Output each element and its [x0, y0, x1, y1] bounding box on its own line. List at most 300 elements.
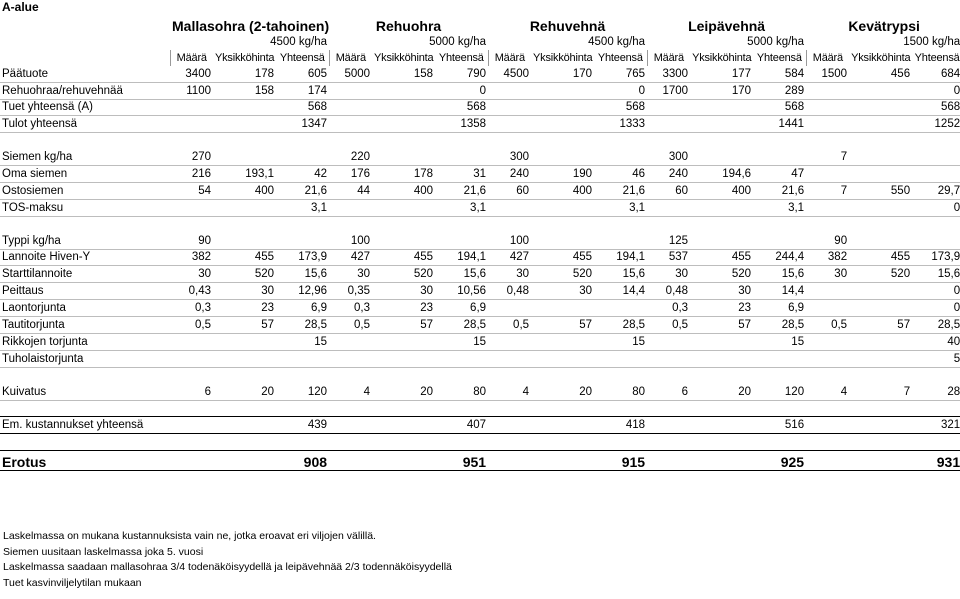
value-cell: 427 [488, 249, 531, 266]
value-cell: 605 [276, 66, 329, 82]
row-label: Tulot yhteensä [0, 116, 170, 133]
value-cell: 584 [753, 66, 806, 82]
value-cell [849, 233, 912, 249]
value-cell [372, 417, 435, 434]
row-label: Ostosiemen [0, 183, 170, 200]
value-cell [912, 166, 960, 183]
value-cell: 550 [849, 183, 912, 200]
crop-yield: 4500 kg/ha [588, 35, 646, 48]
value-cell [912, 149, 960, 165]
value-cell: 90 [170, 233, 213, 249]
value-cell: 0,43 [170, 283, 213, 300]
value-cell: 57 [372, 317, 435, 334]
value-cell: 30 [806, 266, 849, 283]
value-cell [690, 149, 753, 165]
value-cell: 178 [213, 66, 276, 82]
crop-header-row [0, 14, 960, 34]
value-cell: 0 [912, 300, 960, 317]
value-cell: 456 [849, 66, 912, 82]
value-cell [647, 350, 690, 367]
spacer-row [0, 367, 960, 383]
crop-name: Mallasohra (2-tahoinen) [172, 18, 330, 34]
value-cell [329, 417, 372, 434]
value-cell: 20 [213, 384, 276, 400]
value-cell: 30 [170, 266, 213, 283]
value-cell: 173,9 [276, 249, 329, 266]
value-cell [488, 350, 531, 367]
value-cell: 14,4 [753, 283, 806, 300]
value-cell: 15,6 [276, 266, 329, 283]
value-cell: 23 [213, 300, 276, 317]
value-cell [849, 451, 912, 471]
value-cell: 21,6 [276, 183, 329, 200]
value-cell: 6,9 [753, 300, 806, 317]
value-cell [849, 149, 912, 165]
corner-cell [0, 34, 170, 50]
value-cell: 23 [690, 300, 753, 317]
value-cell: 400 [372, 183, 435, 200]
value-cell [170, 417, 213, 434]
value-cell: 21,6 [435, 183, 488, 200]
value-cell [329, 82, 372, 99]
value-cell [806, 350, 849, 367]
value-cell: 240 [647, 166, 690, 183]
value-cell [276, 350, 329, 367]
value-cell: 418 [594, 417, 647, 434]
value-cell: 400 [213, 183, 276, 200]
value-cell: 15,6 [753, 266, 806, 283]
value-cell: 0,5 [806, 317, 849, 334]
value-cell: 455 [372, 249, 435, 266]
row-label: Erotus [0, 451, 170, 471]
table-row [0, 99, 960, 116]
value-cell [806, 199, 849, 216]
column-header: Määrä [329, 50, 372, 66]
value-cell: 5000 [329, 66, 372, 82]
value-cell: 520 [849, 266, 912, 283]
column-header: Yksikköhinta [692, 51, 752, 64]
value-cell: 407 [435, 417, 488, 434]
crop-yield: 4500 kg/ha [270, 35, 328, 48]
spacer-row [0, 400, 960, 417]
value-cell [488, 417, 531, 434]
erotus-row [0, 451, 960, 471]
value-cell: 29,7 [912, 183, 960, 200]
value-cell: 170 [531, 66, 594, 82]
value-cell: 42 [276, 166, 329, 183]
value-cell: 15 [594, 334, 647, 351]
value-cell [488, 334, 531, 351]
value-cell [594, 149, 647, 165]
value-cell: 15,6 [912, 266, 960, 283]
value-cell: 0,48 [647, 283, 690, 300]
value-cell [806, 82, 849, 99]
value-cell: 21,6 [594, 183, 647, 200]
value-cell [849, 99, 912, 116]
table-row [0, 334, 960, 351]
value-cell: 765 [594, 66, 647, 82]
value-cell: 100 [329, 233, 372, 249]
value-cell: 23 [372, 300, 435, 317]
value-cell: 120 [753, 384, 806, 400]
value-cell: 90 [806, 233, 849, 249]
value-cell [170, 350, 213, 367]
value-cell [849, 116, 912, 133]
crop-yield: 5000 kg/ha [747, 35, 805, 48]
value-cell: 0,3 [170, 300, 213, 317]
value-cell: 908 [276, 451, 329, 471]
value-cell: 173,9 [912, 249, 960, 266]
value-cell [170, 199, 213, 216]
value-cell [488, 82, 531, 99]
spacer-row [0, 434, 960, 451]
value-cell: 0 [912, 82, 960, 99]
table-row [0, 384, 960, 400]
value-cell: 790 [435, 66, 488, 82]
value-cell [213, 99, 276, 116]
row-label: Em. kustannukset yhteensä [0, 417, 170, 434]
value-cell [372, 350, 435, 367]
column-header: Määrä [488, 50, 531, 66]
value-cell: 1252 [912, 116, 960, 133]
value-cell [276, 233, 329, 249]
value-cell [372, 99, 435, 116]
value-cell: 300 [647, 149, 690, 165]
value-cell [806, 417, 849, 434]
row-label: Tautitorjunta [0, 317, 170, 334]
crop-name: Leipävehnä [688, 18, 766, 34]
value-cell [170, 99, 213, 116]
crop-name: Rehuohra [375, 18, 442, 34]
value-cell [213, 199, 276, 216]
value-cell [372, 116, 435, 133]
value-cell: 12,96 [276, 283, 329, 300]
value-cell: 240 [488, 166, 531, 183]
row-label: TOS-maksu [0, 199, 170, 216]
value-cell: 0,48 [488, 283, 531, 300]
crop-name: Rehuvehnä [529, 18, 606, 34]
value-cell [531, 199, 594, 216]
value-cell: 520 [372, 266, 435, 283]
value-cell [372, 149, 435, 165]
value-cell: 10,56 [435, 283, 488, 300]
table-row [0, 350, 960, 367]
value-cell: 0,5 [170, 317, 213, 334]
value-cell: 455 [849, 249, 912, 266]
value-cell [531, 334, 594, 351]
row-label: Tuholaistorjunta [0, 350, 170, 367]
value-cell: 0,3 [647, 300, 690, 317]
table-row [0, 249, 960, 266]
value-cell [531, 233, 594, 249]
value-cell: 30 [531, 283, 594, 300]
value-cell: 46 [594, 166, 647, 183]
value-cell [806, 116, 849, 133]
value-cell [690, 99, 753, 116]
column-header: Yhteensä [914, 51, 960, 64]
value-cell: 100 [488, 233, 531, 249]
value-cell [690, 451, 753, 471]
value-cell [372, 199, 435, 216]
value-cell: 439 [276, 417, 329, 434]
value-cell: 7 [806, 149, 849, 165]
row-label: Rehuohraa/rehuvehnää [0, 82, 170, 99]
table-row [0, 317, 960, 334]
value-cell [806, 166, 849, 183]
table-row [0, 66, 960, 82]
column-header: Yhteensä [438, 51, 484, 64]
value-cell: 47 [753, 166, 806, 183]
value-cell [488, 99, 531, 116]
row-label: Kuivatus [0, 384, 170, 400]
value-cell [753, 350, 806, 367]
value-cell: 0,35 [329, 283, 372, 300]
column-header: Määrä [647, 50, 690, 66]
table-row [0, 82, 960, 99]
value-cell: 15,6 [435, 266, 488, 283]
value-cell [213, 233, 276, 249]
value-cell [594, 350, 647, 367]
value-cell: 0,5 [488, 317, 531, 334]
value-cell: 3,1 [435, 199, 488, 216]
value-cell: 158 [213, 82, 276, 99]
crop-yield: 5000 kg/ha [429, 35, 487, 48]
value-cell: 216 [170, 166, 213, 183]
spacer-cell [0, 434, 960, 451]
value-cell: 3,1 [753, 199, 806, 216]
value-cell: 925 [753, 451, 806, 471]
value-cell: 30 [213, 283, 276, 300]
value-cell [806, 283, 849, 300]
value-cell [806, 300, 849, 317]
value-cell [435, 149, 488, 165]
value-cell: 30 [329, 266, 372, 283]
column-header: Yksikköhinta [533, 51, 593, 64]
value-cell [329, 451, 372, 471]
row-label: Päätuote [0, 66, 170, 82]
value-cell: 244,4 [753, 249, 806, 266]
value-cell [329, 334, 372, 351]
table-row [0, 199, 960, 216]
value-cell [531, 451, 594, 471]
value-cell: 7 [849, 384, 912, 400]
value-cell: 289 [753, 82, 806, 99]
value-cell: 951 [435, 451, 488, 471]
value-cell: 60 [488, 183, 531, 200]
value-cell [531, 116, 594, 133]
value-cell: 57 [849, 317, 912, 334]
value-cell [690, 350, 753, 367]
value-cell [647, 334, 690, 351]
value-cell [488, 300, 531, 317]
value-cell: 158 [372, 66, 435, 82]
value-cell [213, 149, 276, 165]
corner-cell [0, 14, 170, 34]
value-cell: 6,9 [435, 300, 488, 317]
value-cell: 915 [594, 451, 647, 471]
value-cell: 568 [912, 99, 960, 116]
value-cell: 0,5 [647, 317, 690, 334]
value-cell: 300 [488, 149, 531, 165]
value-cell [753, 233, 806, 249]
value-cell [690, 417, 753, 434]
value-cell [594, 300, 647, 317]
table-row [0, 283, 960, 300]
column-header: Määrä [806, 50, 849, 66]
value-cell [806, 99, 849, 116]
value-cell [690, 233, 753, 249]
value-cell: 6 [170, 384, 213, 400]
value-cell: 30 [372, 283, 435, 300]
row-label: Rikkojen torjunta [0, 334, 170, 351]
crop-yield: 1500 kg/ha [903, 35, 960, 48]
value-cell: 5 [912, 350, 960, 367]
spacer-row [0, 216, 960, 232]
value-cell: 125 [647, 233, 690, 249]
value-cell: 28,5 [912, 317, 960, 334]
value-cell: 1333 [594, 116, 647, 133]
value-cell [372, 233, 435, 249]
value-cell: 0 [912, 283, 960, 300]
spacer-cell [0, 400, 960, 417]
value-cell: 120 [276, 384, 329, 400]
value-cell: 568 [435, 99, 488, 116]
row-label: Oma siemen [0, 166, 170, 183]
value-cell: 28,5 [435, 317, 488, 334]
value-cell: 60 [647, 183, 690, 200]
value-cell [912, 233, 960, 249]
value-cell [372, 82, 435, 99]
value-cell: 21,6 [753, 183, 806, 200]
value-cell: 568 [753, 99, 806, 116]
value-cell: 455 [531, 249, 594, 266]
value-cell: 568 [594, 99, 647, 116]
spacer-cell [0, 133, 960, 149]
note-line: Laskelmassa saadaan mallasohraa 3/4 todenäköisyydellä ja leipävehnää 2/3 todennäköisyydellä [3, 561, 452, 573]
value-cell [647, 116, 690, 133]
value-cell [531, 82, 594, 99]
value-cell [372, 451, 435, 471]
column-header: Yksikköhinta [215, 51, 275, 64]
value-cell [531, 300, 594, 317]
value-cell [372, 334, 435, 351]
value-cell: 193,1 [213, 166, 276, 183]
value-cell: 0,3 [329, 300, 372, 317]
value-cell: 520 [213, 266, 276, 283]
value-cell: 4 [488, 384, 531, 400]
value-cell [849, 350, 912, 367]
value-cell: 190 [531, 166, 594, 183]
value-cell [531, 350, 594, 367]
row-label: Typpi kg/ha [0, 233, 170, 249]
value-cell: 931 [912, 451, 960, 471]
value-cell: 28,5 [594, 317, 647, 334]
value-cell: 6 [647, 384, 690, 400]
value-cell: 3,1 [276, 199, 329, 216]
value-cell: 568 [276, 99, 329, 116]
row-label: Peittaus [0, 283, 170, 300]
table-row [0, 266, 960, 283]
note-line: Siemen uusitaan laskelmassa joka 5. vuosi [3, 545, 204, 558]
row-label: Starttilannoite [0, 266, 170, 283]
table-row [0, 183, 960, 200]
value-cell: 0,5 [329, 317, 372, 334]
column-header: Määrä [170, 50, 213, 66]
value-cell: 54 [170, 183, 213, 200]
value-cell [806, 451, 849, 471]
value-cell [690, 334, 753, 351]
row-label: Lannoite Hiven-Y [0, 249, 170, 266]
value-cell [329, 199, 372, 216]
budget-table [0, 14, 960, 471]
value-cell: 1100 [170, 82, 213, 99]
value-cell [849, 334, 912, 351]
value-cell: 15 [276, 334, 329, 351]
value-cell: 520 [531, 266, 594, 283]
row-label: Siemen kg/ha [0, 149, 170, 165]
value-cell [213, 350, 276, 367]
spacer-cell [0, 367, 960, 383]
value-cell: 400 [690, 183, 753, 200]
value-cell: 28 [912, 384, 960, 400]
value-cell: 3,1 [594, 199, 647, 216]
value-cell: 7 [806, 183, 849, 200]
value-cell: 427 [329, 249, 372, 266]
value-cell: 20 [531, 384, 594, 400]
value-cell: 1441 [753, 116, 806, 133]
value-cell: 20 [372, 384, 435, 400]
yield-row [0, 34, 960, 50]
value-cell: 1500 [806, 66, 849, 82]
value-cell [276, 149, 329, 165]
notes [3, 529, 452, 591]
value-cell: 57 [531, 317, 594, 334]
value-cell: 1700 [647, 82, 690, 99]
value-cell: 28,5 [276, 317, 329, 334]
value-cell [690, 199, 753, 216]
corner-cell [0, 50, 170, 66]
value-cell: 177 [690, 66, 753, 82]
value-cell [849, 199, 912, 216]
value-cell: 80 [435, 384, 488, 400]
subheader-row [0, 50, 960, 66]
value-cell: 537 [647, 249, 690, 266]
value-cell: 516 [753, 417, 806, 434]
value-cell: 176 [329, 166, 372, 183]
value-cell [647, 99, 690, 116]
value-cell: 684 [912, 66, 960, 82]
value-cell: 80 [594, 384, 647, 400]
value-cell: 40 [912, 334, 960, 351]
value-cell [435, 350, 488, 367]
value-cell [849, 82, 912, 99]
value-cell: 3400 [170, 66, 213, 82]
value-cell [213, 334, 276, 351]
value-cell: 0 [912, 199, 960, 216]
value-cell [849, 283, 912, 300]
value-cell [531, 417, 594, 434]
value-cell [170, 451, 213, 471]
value-cell [647, 417, 690, 434]
value-cell: 194,6 [690, 166, 753, 183]
value-cell: 15 [435, 334, 488, 351]
value-cell [806, 334, 849, 351]
value-cell: 28,5 [753, 317, 806, 334]
value-cell: 455 [690, 249, 753, 266]
table-row [0, 116, 960, 133]
row-label: Laontorjunta [0, 300, 170, 317]
value-cell: 20 [690, 384, 753, 400]
